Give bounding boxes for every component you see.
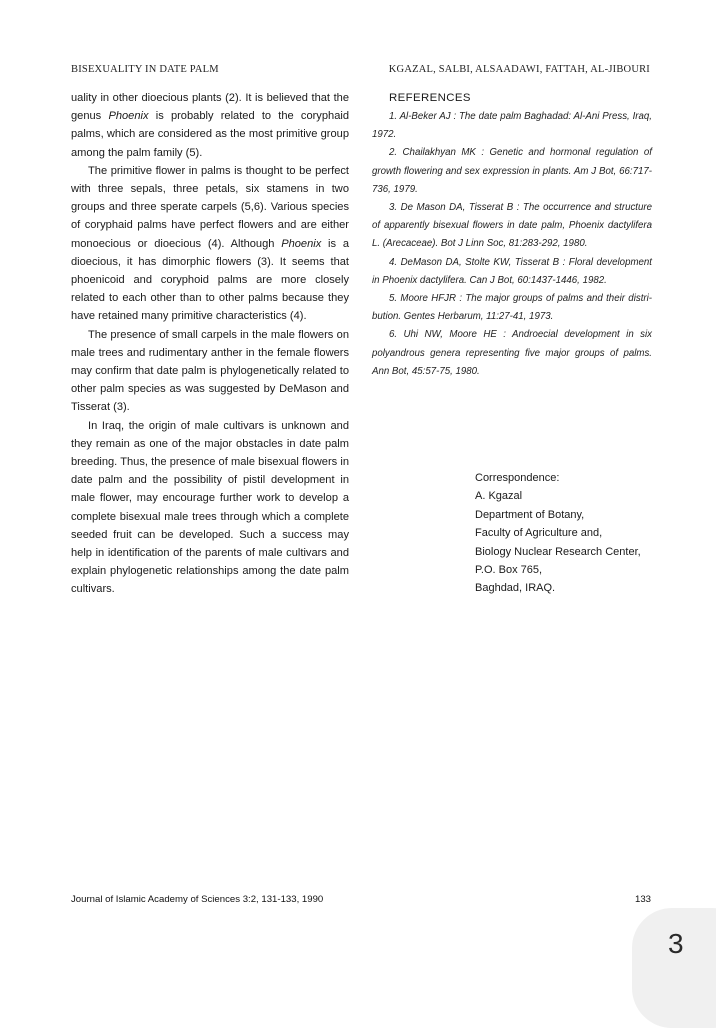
genus-name: Phoenix bbox=[108, 110, 149, 123]
reference-item: 2. Chailakhyan MK : Genetic and hormonal regulation of growth flowering and sex expression in plants. Am J Bot, 66:717-736, 1979. bbox=[372, 147, 652, 195]
references-heading: REFERENCES bbox=[389, 92, 471, 104]
page-indicator-badge bbox=[632, 908, 716, 1028]
references-column bbox=[372, 89, 652, 381]
page-indicator-number: 3 bbox=[668, 928, 684, 959]
body-text-column bbox=[71, 89, 349, 599]
correspondence-department: Department of Botany, bbox=[475, 508, 585, 521]
reference-item: 6. Uhi NW, Moore HE : Androecial development in six polyandrous genera representing five major groups of palms. Ann Bot, 45:57-75, 1980. bbox=[372, 329, 652, 377]
running-head-left: BISEXUALITY IN DATE PALM bbox=[71, 64, 219, 75]
correspondence-pobox: P.O. Box 765, bbox=[475, 564, 543, 577]
correspondence-faculty: Faculty of Agriculture and, bbox=[475, 527, 603, 540]
reference-item: 4. DeMason DA, Stolte KW, Tisserat B : Floral development in Phoenix dactylifera. Can J Bot, 60:1437-1446, 1982. bbox=[372, 256, 652, 286]
genus-name: Phoenix bbox=[281, 237, 322, 250]
reference-item: 1. Al-Beker AJ : The date palm Baghadad: Al-Ani Press, Iraq, 1972. bbox=[372, 111, 652, 141]
paragraph-2: The primitive flower in palms is thought to be perfect with three sepals, three petals, six stamens in two groups and three sperate carpels (5,6). Various species of coryphaid palms have perfect flowers and are either monoecious or dioecious (4). Although Phoenix is a dioecious, it has dimorphic flowers (3). It seems that phoenicoid and coryphoid palms are more closely related to each other than to other palms because they have retained many primitive characteristics (4). bbox=[71, 164, 349, 323]
correspondence-label: Correspondence: bbox=[475, 472, 560, 484]
footer-journal-citation: Journal of Islamic Academy of Sciences 3:2, 131-133, 1990 bbox=[71, 894, 324, 905]
running-head-right: KGAZAL, SALBI, ALSAADAWI, FATTAH, AL-JIBOURI bbox=[388, 64, 650, 75]
reference-item: 3. De Mason DA, Tisserat B : The occurrence and structure of apparently bisexual flowers in date palm, Phoenix dactylifera L. (Arecaceae). Bot J Linn Soc, 81:283-292, 1980. bbox=[372, 202, 652, 250]
correspondence-name: A. Kgazal bbox=[475, 490, 523, 503]
correspondence-block bbox=[475, 469, 641, 598]
reference-item: 5. Moore HFJR : The major groups of palms and their distribution. Gentes Herbarum, 11:27-41, 1973. bbox=[372, 293, 652, 323]
paragraph-3: The presence of small carpels in the male flowers on male trees and rudimentary anther in the female flowers may confirm that date palm is phylogenetically related to other palm species as was suggested by DeMason and Tisserat (3). bbox=[71, 328, 349, 414]
paragraph-1: uality in other dioecious plants (2). It is believed that the genus Phoenix is probably related to the coryphaid palms, which are considered as the most primitive group among the palm family (5). bbox=[71, 92, 349, 159]
correspondence-center: Biology Nuclear Research Center, bbox=[475, 545, 641, 558]
footer-page-number: 133 bbox=[634, 894, 651, 905]
paragraph-4: In Iraq, the origin of male cultivars is unknown and they remain as one of the major obstacles in date palm breeding. Thus, the presence of male bisexual flowers in date palm and the possibility of pistil development in male flower, may encourage further work to develop a complete bisexual male trees through which a complete seeded fruit can be developed. Such a success may help in identification of the parents of male cultivars and explain phylogenetic relationships among the date palm cultivars. bbox=[71, 419, 349, 596]
correspondence-city: Baghdad, IRAQ. bbox=[475, 582, 556, 595]
